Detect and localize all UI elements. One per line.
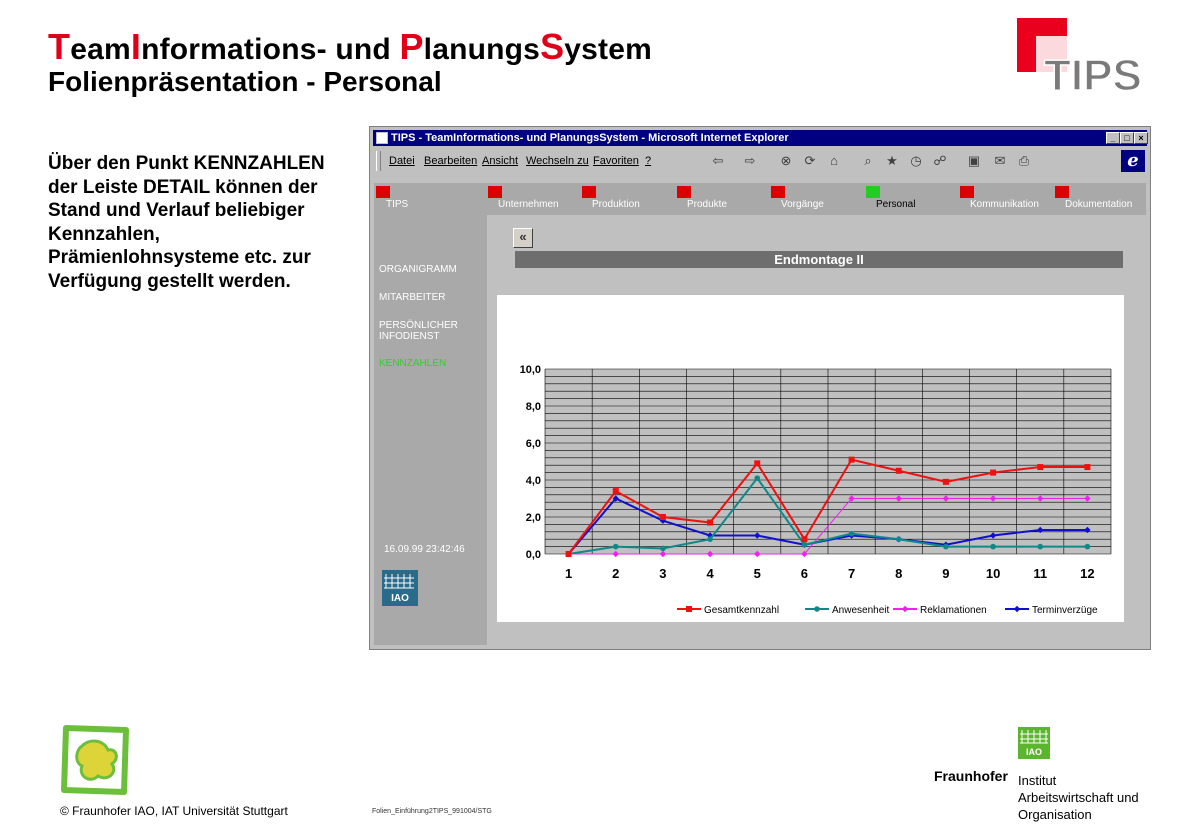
nav-vorgaenge-square	[771, 186, 785, 198]
slide-subtitle: Folienpräsentation - Personal	[48, 66, 442, 97]
x-tick-label: 7	[847, 566, 856, 581]
nav-produktion-square	[582, 186, 596, 198]
institute-name	[1018, 772, 1139, 823]
data-point	[896, 536, 902, 542]
legend-label: Reklamationen	[920, 605, 987, 616]
y-tick-label: 2,0	[525, 512, 541, 524]
iao-logo-large	[1018, 727, 1050, 759]
fullscreen-icon[interactable]: ▣	[967, 153, 981, 168]
x-tick-label: 6	[800, 566, 809, 581]
iao-badge-text: IAO	[1025, 747, 1043, 757]
menu-help[interactable]: ?	[645, 155, 652, 167]
app-nav-bar	[374, 183, 1146, 215]
data-point	[1037, 544, 1043, 550]
y-tick-label: 8,0	[525, 401, 541, 413]
x-tick-label: 8	[895, 566, 903, 581]
window-titlebar[interactable]	[373, 130, 1147, 146]
minimize-icon[interactable]: _	[1106, 132, 1120, 144]
data-point	[849, 531, 855, 537]
x-tick-label: 12	[1080, 566, 1095, 581]
x-tick-label: 10	[985, 566, 1001, 581]
nav-label: Vorgänge	[781, 199, 824, 210]
title-initial-t: T	[48, 26, 71, 67]
nav-label: Personal	[876, 199, 916, 210]
legend-marker	[686, 606, 692, 612]
data-point	[660, 546, 666, 552]
green-logo	[60, 724, 132, 796]
y-tick-label: 0,0	[525, 549, 541, 561]
data-point	[566, 551, 572, 557]
file-info: Folien_Einführung2TIPS_991004/STG	[372, 808, 492, 815]
nav-personal-square	[866, 186, 880, 198]
menu-toolbar	[373, 149, 1147, 173]
data-point	[707, 520, 713, 526]
copyright: © Fraunhofer IAO, IAT Universität Stuttgart	[60, 804, 288, 818]
title-part: ystem	[564, 33, 652, 66]
close-icon[interactable]: ×	[1134, 132, 1148, 144]
data-point	[754, 460, 760, 466]
refresh-icon[interactable]: ⟳	[804, 153, 816, 168]
chart-heading: Endmontage II	[515, 251, 1123, 268]
slide-title	[48, 26, 652, 68]
title-initial-s: S	[540, 26, 565, 67]
side-datetime: 16.09.99 23:42:46	[384, 544, 465, 555]
nav-kommunikation-square	[960, 186, 974, 198]
x-tick-label: 11	[1033, 566, 1048, 581]
kennzahlen-chart	[497, 295, 1124, 622]
title-initial-p: P	[399, 26, 424, 67]
menu-wechseln-zu[interactable]: Wechseln zu	[526, 155, 589, 167]
data-point	[754, 475, 760, 481]
side-item-infodienst[interactable]: PERSÖNLICHER INFODIENST	[379, 320, 458, 342]
data-point	[1037, 464, 1043, 470]
y-tick-label: 6,0	[525, 438, 541, 450]
menu-ansicht[interactable]: Ansicht	[482, 155, 519, 167]
data-point	[613, 544, 619, 550]
side-item-mitarbeiter[interactable]: MITARBEITER	[379, 292, 446, 303]
print-icon[interactable]: ⎙	[1018, 153, 1030, 168]
nav-produkte-square	[677, 186, 691, 198]
mail-icon[interactable]: ✉	[994, 153, 1006, 168]
nav-label: Dokumentation	[1065, 199, 1133, 210]
legend-label: Gesamtkennzahl	[704, 605, 780, 616]
title-part: lanungs	[423, 33, 541, 66]
legend-label: Anwesenheit	[832, 605, 890, 616]
forward-icon[interactable]: ⇨	[744, 153, 756, 168]
data-point	[613, 488, 619, 494]
institute-line: Arbeitswirtschaft und	[1018, 790, 1139, 805]
data-point	[1084, 464, 1090, 470]
ie-window-icon	[376, 132, 388, 144]
ie-logo-icon: e	[1121, 150, 1145, 172]
window-title: TIPS - TeamInformations- und PlanungsSystem - Microsoft Internet Explorer	[391, 132, 789, 144]
back-icon[interactable]: ⇦	[712, 153, 724, 168]
data-point	[990, 470, 996, 476]
x-tick-label: 2	[612, 566, 620, 581]
data-point	[849, 457, 855, 463]
x-tick-label: 1	[564, 566, 573, 581]
data-point	[660, 514, 666, 520]
nav-label: Produkte	[687, 199, 728, 210]
data-point	[801, 536, 807, 542]
side-item-organigramm[interactable]: ORGANIGRAMM	[379, 264, 457, 275]
title-initial-i: I	[130, 26, 142, 67]
nav-tips-square	[376, 186, 390, 198]
legend-marker	[814, 606, 820, 612]
nav-label: Kommunikation	[970, 199, 1039, 210]
search-icon[interactable]: ⌕	[864, 153, 872, 168]
favorites-icon[interactable]: ★	[886, 153, 898, 168]
browser-window	[369, 126, 1151, 650]
x-tick-label: 9	[942, 566, 950, 581]
y-tick-label: 4,0	[525, 475, 541, 487]
side-item-kennzahlen[interactable]: KENNZAHLEN	[379, 358, 447, 369]
nav-unternehmen-square	[488, 186, 502, 198]
title-part: nformations- und	[141, 33, 400, 66]
title-part: eam	[70, 33, 131, 66]
data-point	[943, 544, 949, 550]
menu-favoriten[interactable]: Favoriten	[593, 155, 639, 167]
back-button[interactable]: «	[513, 228, 533, 248]
institute-line: Institut	[1018, 773, 1057, 788]
iao-logo-small	[382, 570, 418, 606]
menu-bearbeiten[interactable]: Bearbeiten	[424, 155, 478, 167]
iao-badge-text: IAO	[391, 593, 409, 604]
data-point	[707, 536, 713, 542]
data-point	[896, 468, 902, 474]
channels-icon[interactable]: ☍	[933, 153, 947, 168]
detail-side-panel	[374, 215, 487, 645]
nav-dokumentation-square	[1055, 186, 1069, 198]
data-point	[990, 544, 996, 550]
x-tick-label: 5	[753, 566, 761, 581]
toolbar-grip	[376, 151, 381, 171]
nav-label: Produktion	[592, 199, 640, 210]
x-tick-label: 3	[659, 566, 667, 581]
slide-description: Über den Punkt KENNZAHLEN der Leiste DETAIL können der Stand und Verlauf beliebiger Kennzahlen, Prämienlohnsysteme etc. zur Verfügung gestellt werden.	[48, 153, 325, 292]
nav-label: Unternehmen	[498, 199, 559, 210]
tips-logo	[1014, 16, 1150, 96]
menu-datei[interactable]: Datei	[389, 155, 415, 167]
history-icon[interactable]: ◷	[910, 153, 922, 168]
institute-line: Organisation	[1018, 807, 1092, 822]
data-point	[1085, 544, 1091, 550]
fraunhofer-wordmark: Fraunhofer	[934, 768, 1008, 784]
maximize-icon[interactable]: □	[1120, 132, 1134, 144]
data-point	[802, 542, 808, 548]
home-icon[interactable]: ⌂	[830, 153, 838, 168]
stop-icon[interactable]: ⊗	[780, 153, 792, 168]
y-tick-label: 10,0	[519, 364, 541, 376]
nav-label: TIPS	[386, 199, 409, 210]
x-tick-label: 4	[706, 566, 714, 581]
data-point	[943, 479, 949, 485]
tips-logo-text: TIPS	[1044, 51, 1142, 96]
legend-label: Terminverzüge	[1032, 605, 1098, 616]
